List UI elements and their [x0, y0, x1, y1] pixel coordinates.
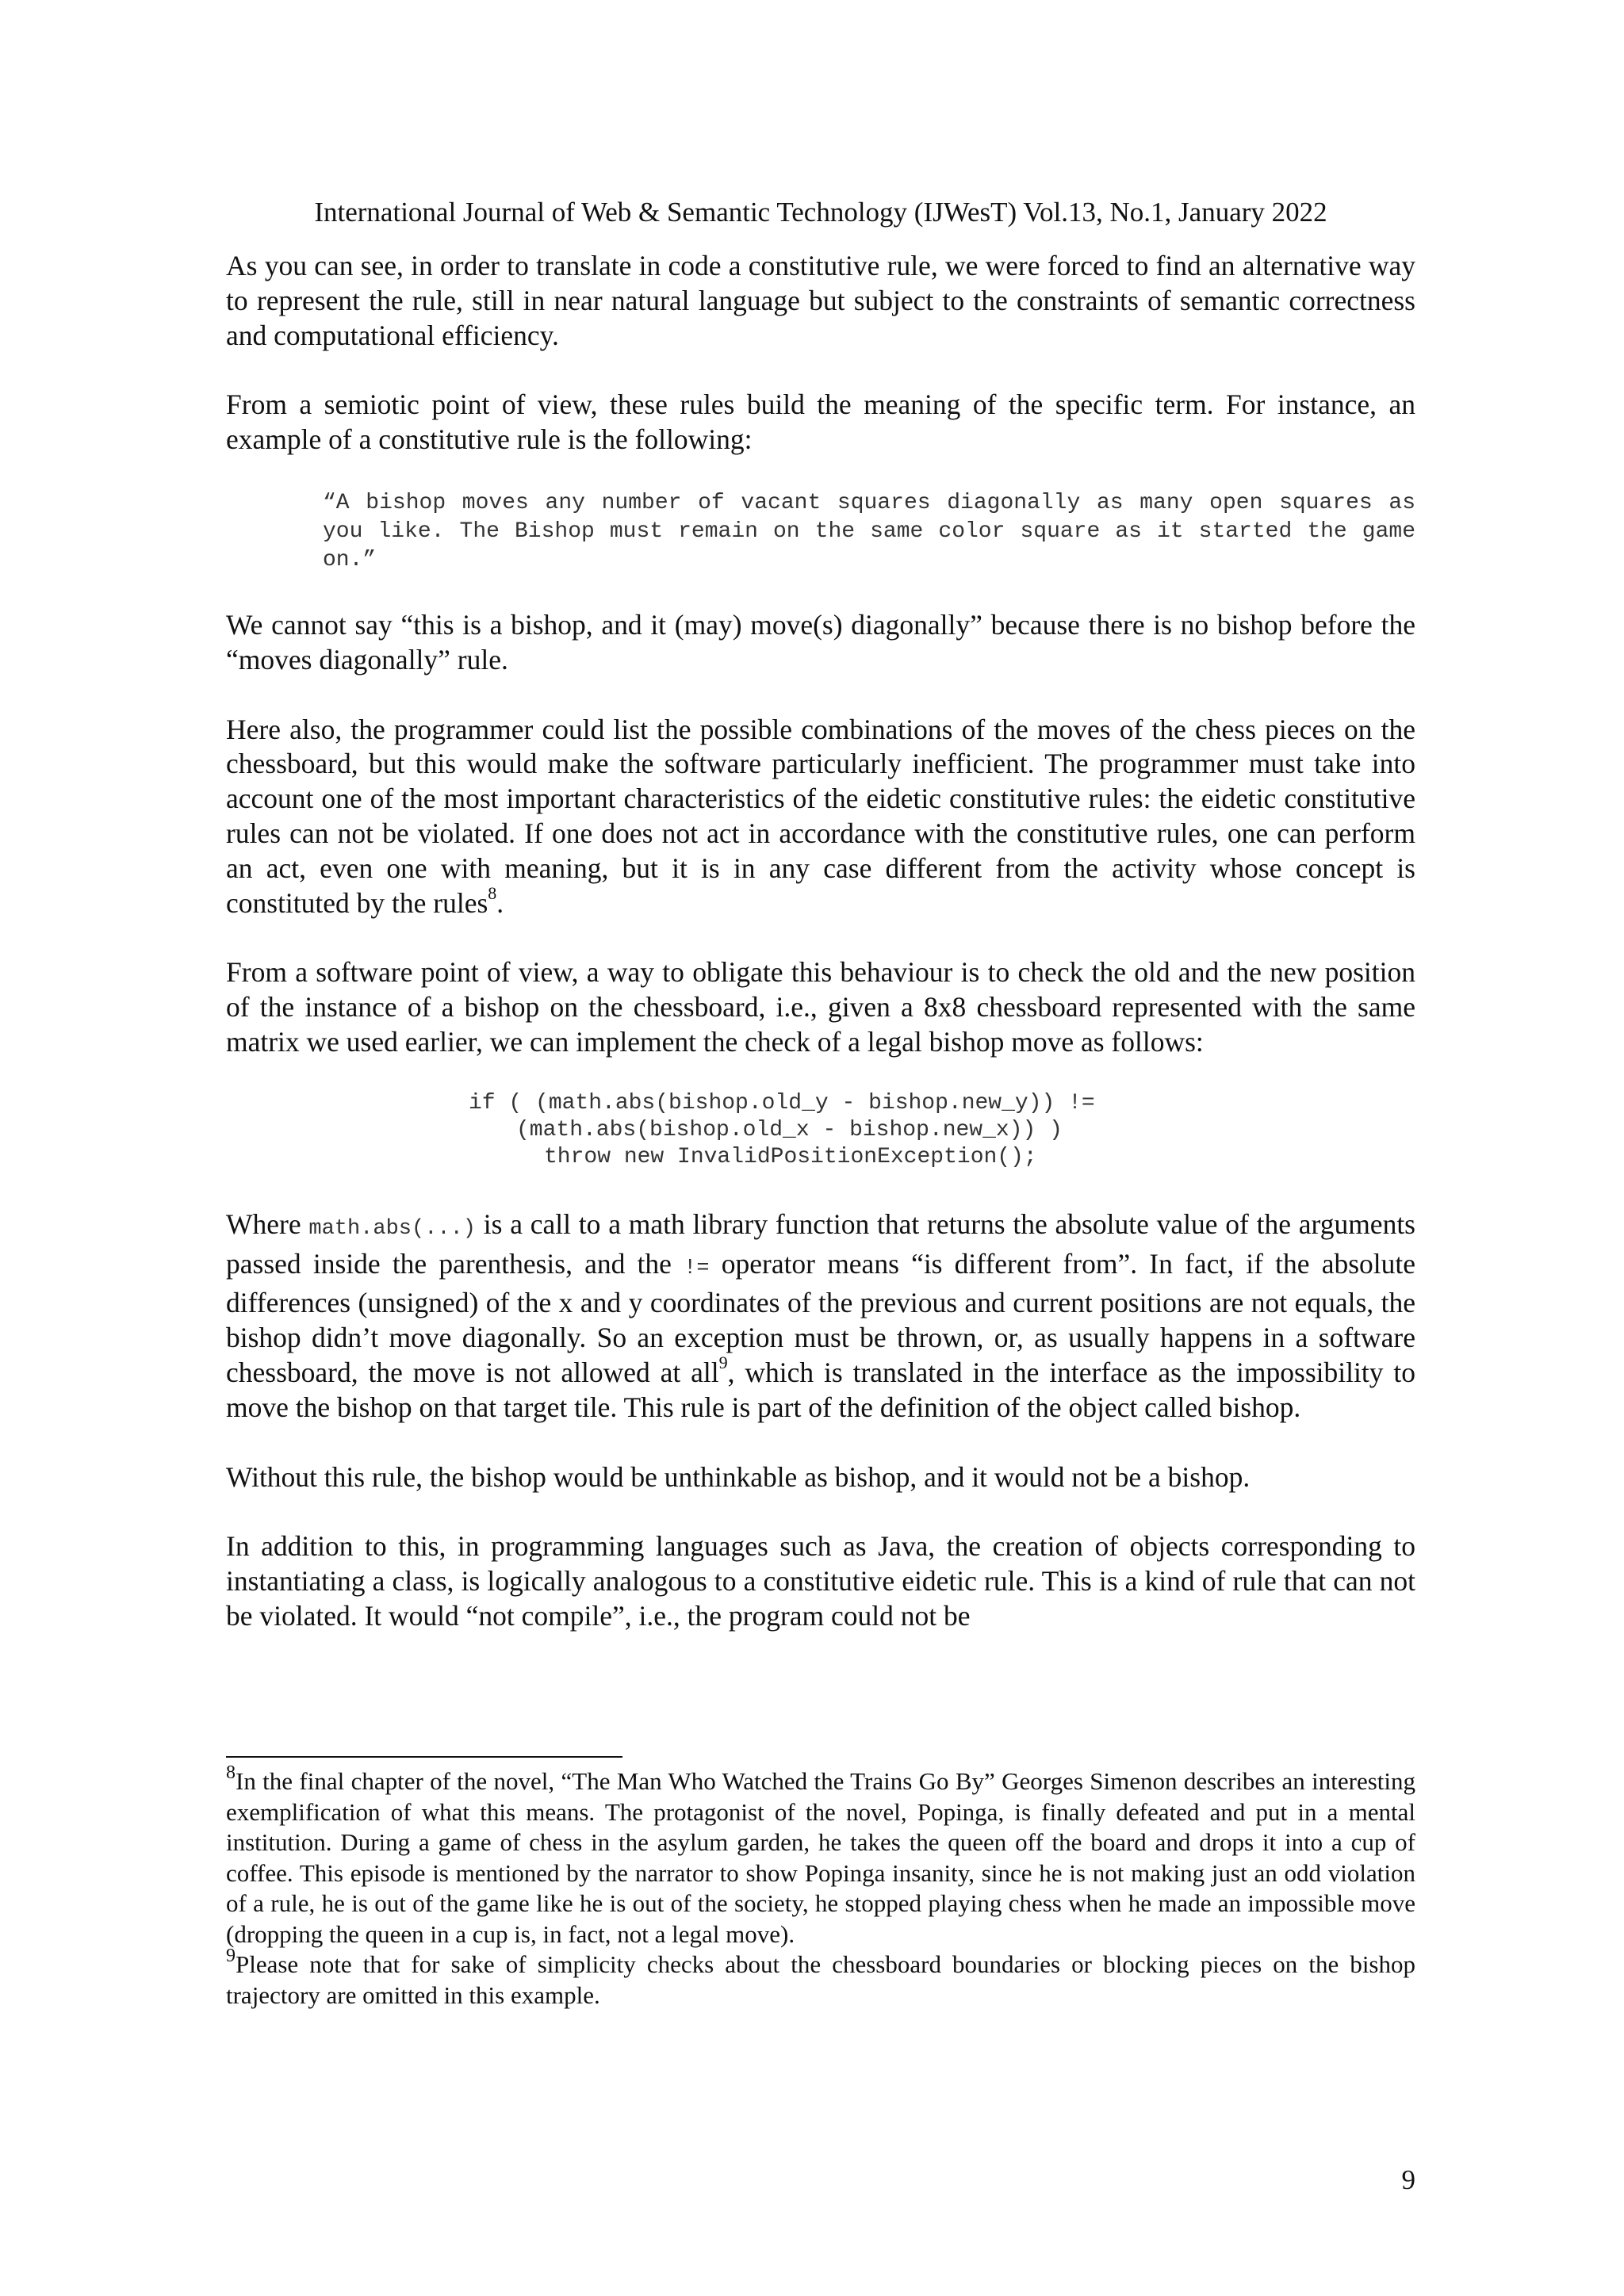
footnote-number-8: 8: [226, 1762, 236, 1783]
footnote-ref-8[interactable]: 8: [488, 882, 497, 903]
code-line-3: throw new InvalidPositionException();: [544, 1144, 1037, 1169]
paragraph-6-c: operator means “is different from”. In fact, if the absolute differences (unsigned) of the x and y coordinates of the previous and current positions are not equals, the bishop didn’t move diagonally. So an exception must be thrown, or, as usually happens in a software chessboard, the move is not allowed at all: [226, 1247, 1416, 1388]
paragraph-4-text: Here also, the programmer could list the possible combinations of the moves of the chess pieces on the chessboard, but this would make the software particularly inefficient. The programmer must take into account one of the most important characteristics of the eidetic constitutive rules: the eidetic constitutive rules can not be violated. If one does not act in accordance with the constitutive rules, one can perform an act, even one with meaning, but it is in any case different from the activity whose concept is constituted by the rules: [226, 713, 1415, 919]
paragraph-6: [226, 1207, 1415, 1425]
paragraph-1: As you can see, in order to translate in code a constitutive rule, we were forced to find an alternative way to represent the rule, still in near natural language but subject to the constraints of semantic correctness and computational efficiency.: [226, 250, 1415, 351]
footnotes: [226, 1762, 1415, 2011]
footnote-9-text: Please note that for sake of simplicity checks about the chessboard boundaries or blocking pieces on the bishop trajectory are omitted in this example.: [226, 1950, 1415, 2009]
code-line-2: (math.abs(bishop.old_x - bishop.new_x)) ): [516, 1117, 1063, 1142]
footnote-number-9: 9: [226, 1945, 236, 1966]
main-text: [226, 249, 1415, 1669]
paragraph-5: From a software point of view, a way to obligate this behaviour is to check the old and the new position of the instance of a bishop on the chessboard, i.e., given a 8x8 chessboard represented with the same matrix we used earlier, we can implement the check of a legal bishop move as follows:: [226, 956, 1415, 1058]
rule-quote: “A bishop moves any number of vacant squares diagonally as many open squares as you like. The Bishop must remain on the same color square as it started the game on.”: [323, 490, 1415, 572]
paragraph-6-a: Where: [226, 1207, 301, 1240]
footnote-8: [226, 1762, 1415, 1950]
page-number: 9: [1401, 2164, 1415, 2195]
paragraph-2: From a semiotic point of view, these rules build the meaning of the specific term. For instance, an example of a constitutive rule is the following:: [226, 388, 1415, 456]
footnote-9: [226, 1945, 1415, 2011]
paragraph-6-d: , which is translated in the interface as the impossibility to move the bishop on that target tile. This rule is part of the definition of the object called bishop.: [226, 1356, 1415, 1423]
paragraph-4-end: .: [496, 886, 504, 919]
paragraph-7: Without this rule, the bishop would be unthinkable as bishop, and it would not be a bishop.: [226, 1460, 1251, 1493]
running-header: International Journal of Web & Semantic Technology (IJWesT) Vol.13, No.1, January 2022: [314, 197, 1327, 228]
paragraph-4: [226, 713, 1415, 921]
footnote-8-text: In the final chapter of the novel, “The Man Who Watched the Trains Go By” Georges Simenon describes an interesting exemplification of what this means. The protagonist of the novel, Popinga, is finally defeated and put in a mental institution. During a game of chess in the asylum garden, he takes the queen off the board and drops it into a cup of coffee. This episode is mentioned by the narrator to show Popinga insanity, since he is not making just an odd violation of a rule, he is out of the game like he is out of the society, he stopped playing chess when he made an impossible move (dropping the queen in a cup is, in fact, not a legal move).: [226, 1767, 1415, 1948]
paragraph-3: We cannot say “this is a bishop, and it (may) move(s) diagonally” because there is no bishop before the “moves diagonally” rule.: [226, 608, 1415, 675]
code-line-1: if ( (math.abs(bishop.old_y - bishop.new_y)) !=: [469, 1090, 1095, 1115]
paragraph-8: In addition to this, in programming languages such as Java, the creation of objects corresponding to instantiating a class, is logically analogous to a constitutive eidetic rule. This is a kind of rule that can not be violated. It would “not compile”, i.e., the program could not be: [226, 1530, 1415, 1632]
paragraph-6-b: is a call to a math library function that returns the absolute value of the arguments passed inside the parenthesis, and the: [226, 1207, 1415, 1280]
footnote-ref-9[interactable]: 9: [718, 1353, 728, 1373]
footnote-separator: [226, 1756, 622, 1758]
code-listing: [226, 1090, 1415, 1171]
inline-code-not-equal: !=: [684, 1256, 710, 1280]
inline-code-math-abs: math.abs(...): [308, 1216, 477, 1241]
